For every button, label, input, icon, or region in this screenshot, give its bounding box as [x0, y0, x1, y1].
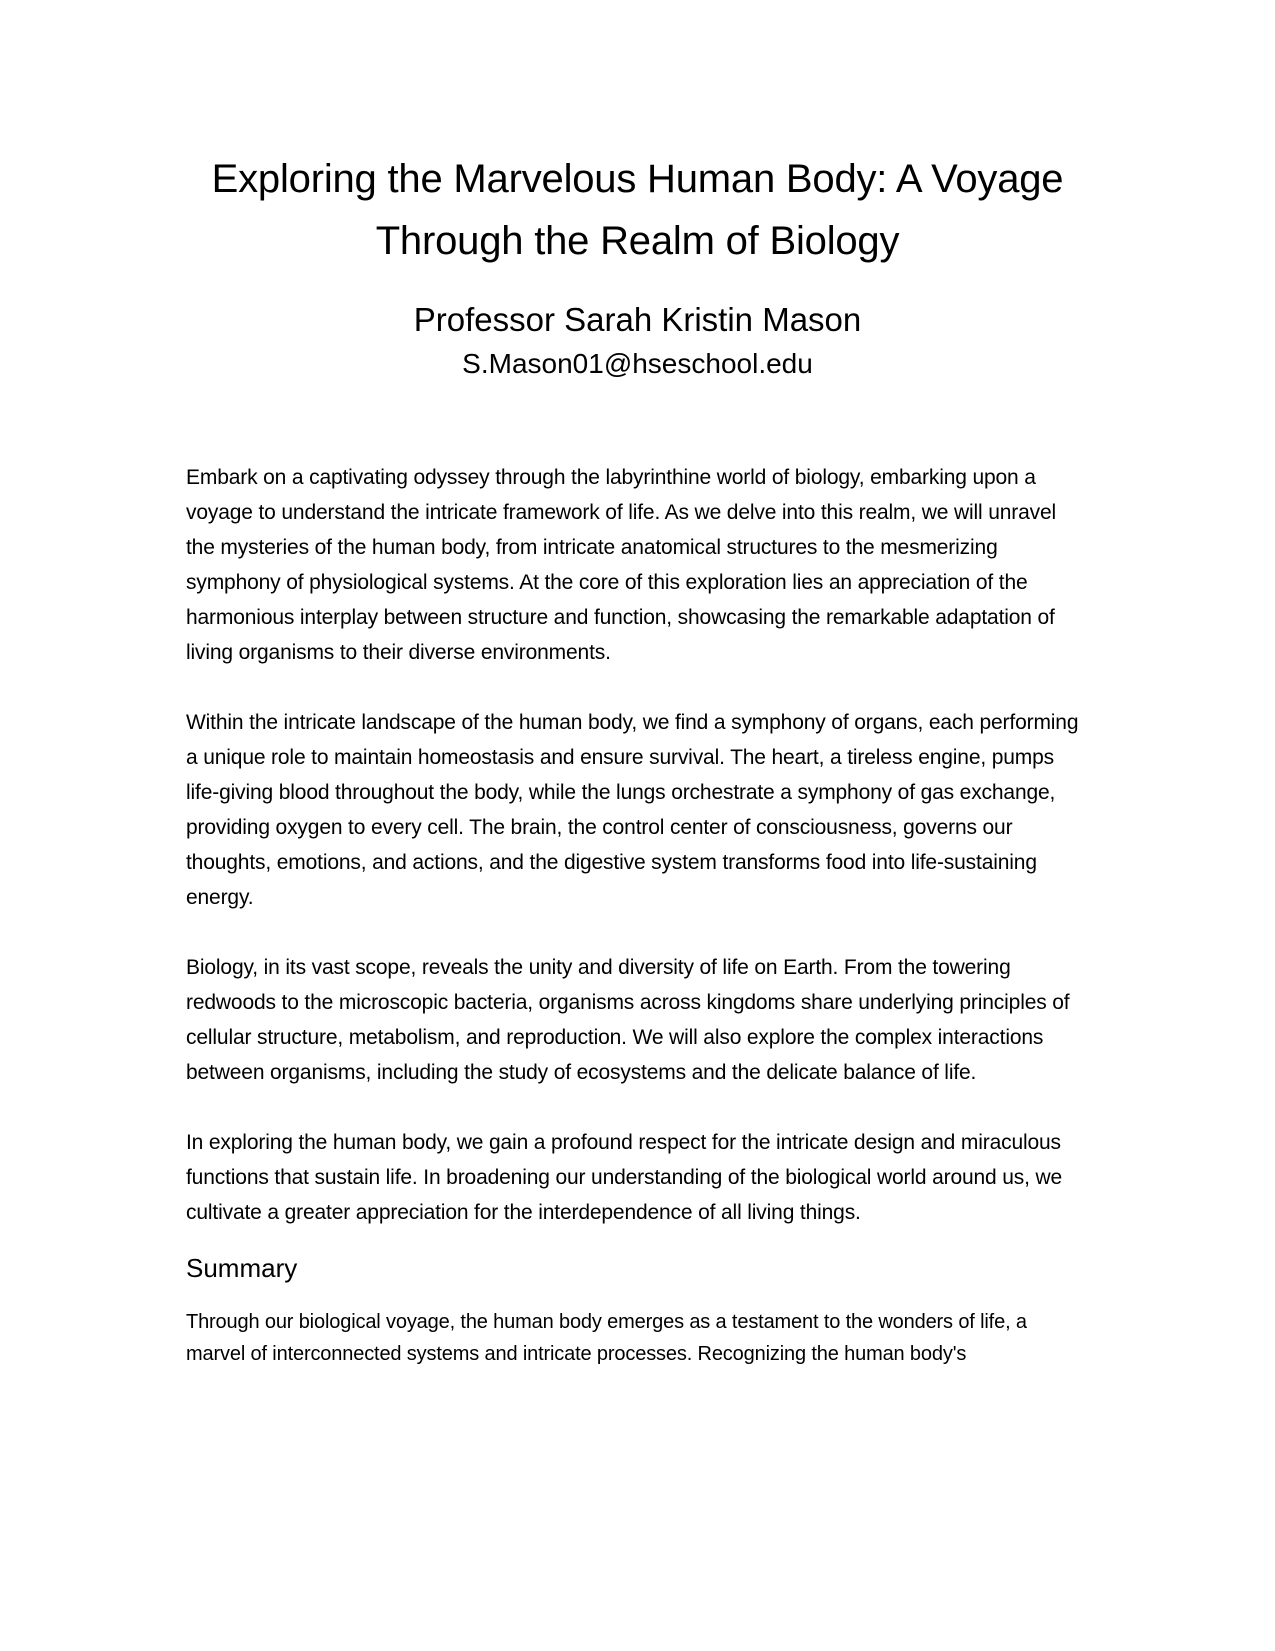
author-email: S.Mason01@hseschool.edu — [462, 348, 813, 379]
summary-text: Through our biological voyage, the human body emerges as a testament to the wonders of life, a marvel of interconnected systems and intricate processes. Recognizing the human body's — [186, 1311, 1027, 1365]
paragraph-intro: Embark on a captivating odyssey through the labyrinthine world of biology, embarking upon a voyage to understand the intricate framework of life. As we delve into this realm, we will unravel the mysteries of the human body, from intricate anatomical structures to the mesmerizing symphony of physiological systems. At the core of this exploration lies an appreciation of the harmonious interplay between structure and function, showcasing the remarkable adaptation of living organisms to their diverse environments. — [186, 466, 1057, 664]
paragraph-biology-scope: Biology, in its vast scope, reveals the unity and diversity of life on Earth. From the towering redwoods to the microscopic bacteria, organisms across kingdoms share underlying principles of cellular structure, metabolism, and reproduction. We will also explore the complex interactions between organisms, including the study of ecosystems and the delicate balance of life. — [186, 956, 1070, 1084]
author-name: Professor Sarah Kristin Mason — [413, 301, 862, 338]
document-body — [186, 460, 1086, 1370]
summary-heading: Summary — [186, 1253, 298, 1283]
paragraph-organs: Within the intricate landscape of the human body, we find a symphony of organs, each performing a unique role to maintain homeostasis and ensure survival. The heart, a tireless engine, pumps life-giving blood throughout the body, while the lungs orchestrate a symphony of gas exchange, providing oxygen to every cell. The brain, the control center of consciousness, governs our thoughts, emotions, and actions, and the digestive system transforms food into life-sustaining energy. — [186, 711, 1079, 909]
paragraph-respect: In exploring the human body, we gain a profound respect for the intricate design and miraculous functions that sustain life. In broadening our understanding of the biological world around us, we cultivate a greater appreciation for the interdependence of all living things. — [186, 1131, 1063, 1224]
document-title: Exploring the Marvelous Human Body: A Voyage Through the Realm of Biology — [211, 157, 1064, 263]
